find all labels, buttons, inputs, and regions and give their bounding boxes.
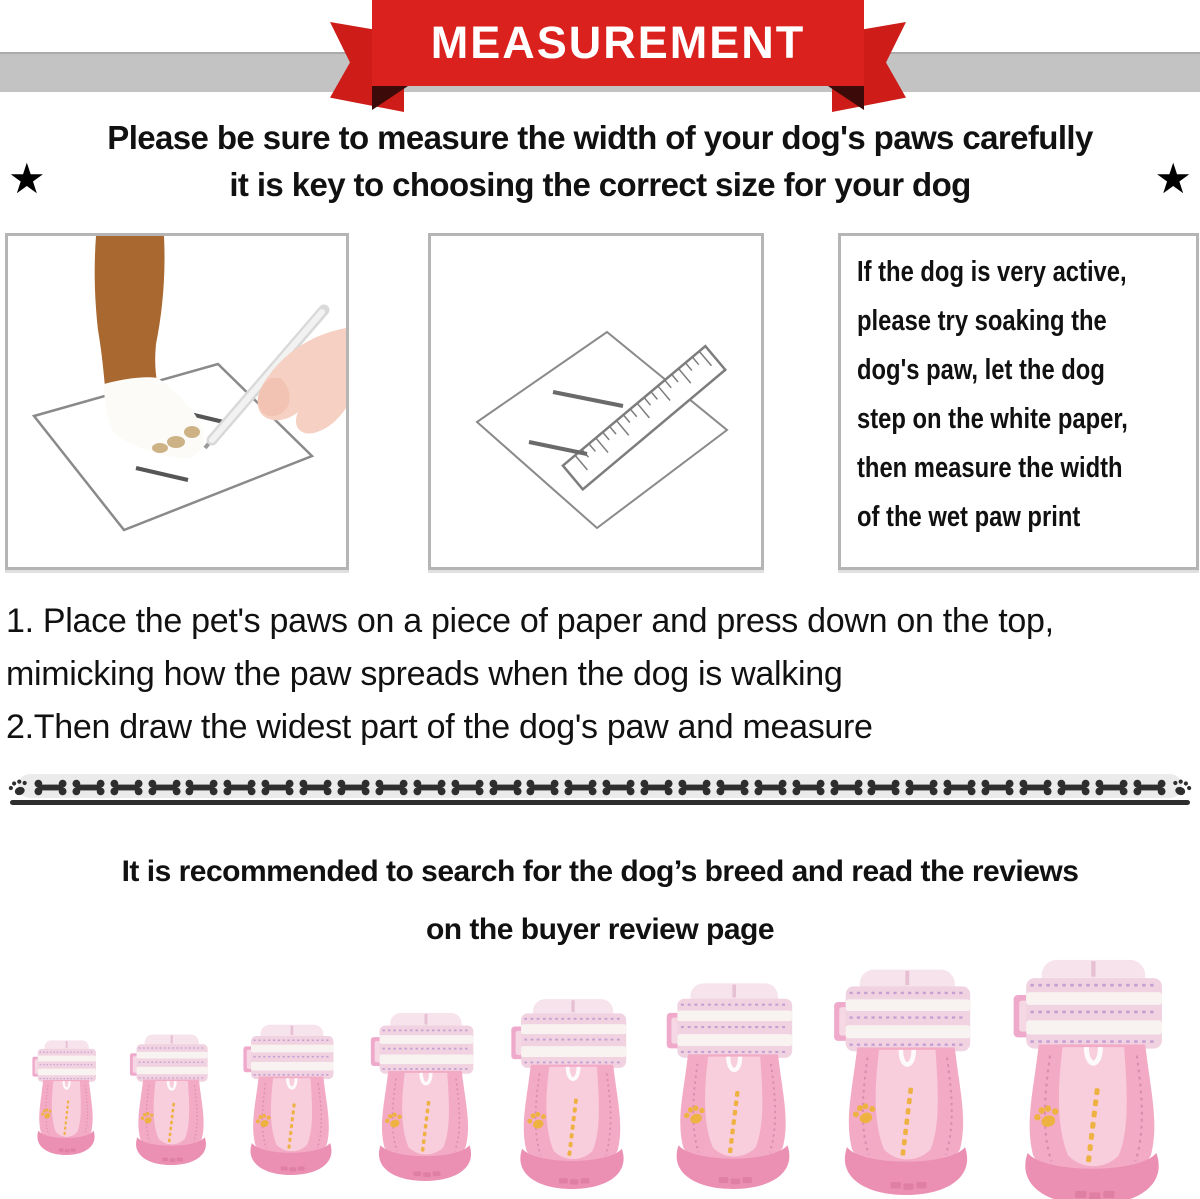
bone-icon [792, 778, 825, 797]
bone-icon [337, 778, 370, 797]
dog-boot-size-2 [127, 1033, 215, 1165]
bone-icon [981, 778, 1014, 797]
bone-icon [830, 778, 863, 797]
paw-print-icon [5, 774, 32, 801]
page-heading [0, 114, 1200, 208]
banner-title: MEASUREMENT [430, 17, 806, 68]
dog-boot-illustration [507, 997, 637, 1189]
bone-icon [640, 778, 673, 797]
paw-print-icon [1168, 774, 1195, 801]
bone-icon [678, 778, 711, 797]
dog-boot-size-1 [30, 1039, 102, 1155]
bone-icon [1133, 778, 1166, 797]
heading-line-1: Please be sure to measure the width of your dog's paws carefully [107, 119, 1093, 156]
bone-icon [148, 778, 181, 797]
heading-line-2: it is key to choosing the correct size for your dog [229, 166, 971, 203]
paw-tracing-photo-box [5, 233, 349, 570]
bone-divider-row [8, 776, 1192, 798]
recommendation-line-1: It is recommended to search for the dog’s breed and read the reviews [121, 855, 1079, 888]
dog-boot-size-4 [367, 1011, 483, 1181]
recommendation-line-2: on the buyer review page [425, 913, 775, 946]
bone-icon [526, 778, 559, 797]
tip-line-1: If the dog is very active, [857, 256, 1127, 288]
ruler-measuring-illustration [431, 236, 761, 567]
ruler-measuring-box [428, 233, 764, 570]
dog-leg [95, 236, 165, 400]
bone-icon [223, 778, 256, 797]
bone-icon [1057, 778, 1090, 797]
bone-icon [34, 778, 67, 797]
review-recommendation [0, 843, 1200, 959]
bone-icon [943, 778, 976, 797]
bone-icon [602, 778, 635, 797]
star-icon-right: ★ [1154, 154, 1192, 203]
dog-boot-illustration [662, 981, 804, 1189]
step-line-1: 1. Place the pet's paws on a piece of paper and press down on the top, [6, 602, 1054, 640]
step-line-2: mimicking how the paw spreads when the dog is walking [6, 655, 843, 693]
bone-icon [72, 778, 105, 797]
bone-icon [754, 778, 787, 797]
dog-boot-illustration [30, 1039, 102, 1155]
ribbon-banner [372, 0, 864, 86]
bone-icon [1019, 778, 1052, 797]
bone-icon [716, 778, 749, 797]
bone-icon [564, 778, 597, 797]
tip-line-5: then measure the width [857, 452, 1123, 484]
bone-icon [413, 778, 446, 797]
dog-boot-illustration [240, 1023, 342, 1175]
bone-icon [451, 778, 484, 797]
tip-line-4: step on the white paper, [857, 403, 1128, 435]
bone-icon [867, 778, 900, 797]
active-dog-tip-box [838, 233, 1199, 570]
dog-boot-size-7 [829, 967, 983, 1195]
dog-boot-size-3 [240, 1023, 342, 1175]
star-icon-left: ★ [8, 154, 46, 203]
tip-line-6: of the wet paw print [857, 501, 1081, 533]
step-line-3: 2.Then draw the widest part of the dog's paw and measure [6, 708, 873, 746]
dog-boot-illustration [367, 1011, 483, 1181]
bone-icon [1095, 778, 1128, 797]
boots-row [0, 947, 1200, 1199]
paw-tracing-illustration [8, 236, 346, 567]
bone-icon [110, 778, 143, 797]
tip-line-3: dog's paw, let the dog [857, 354, 1105, 386]
dog-boot-size-6 [662, 981, 804, 1189]
bone-icon [375, 778, 408, 797]
bone-icon [905, 778, 938, 797]
dog-boot-size-8 [1008, 957, 1176, 1199]
dog-boot-illustration [829, 967, 983, 1195]
bone-icon [299, 778, 332, 797]
bone-icon [185, 778, 218, 797]
dog-boot-illustration [1008, 957, 1176, 1199]
bone-divider [8, 774, 1192, 808]
tip-line-2: please try soaking the [857, 305, 1107, 337]
bone-icon [261, 778, 294, 797]
measurement-ribbon [330, 0, 906, 118]
dog-boot-illustration [127, 1033, 215, 1165]
measuring-steps [6, 595, 1198, 754]
bone-divider-line [10, 800, 1190, 805]
bone-icon [489, 778, 522, 797]
dog-boot-size-5 [507, 997, 637, 1189]
